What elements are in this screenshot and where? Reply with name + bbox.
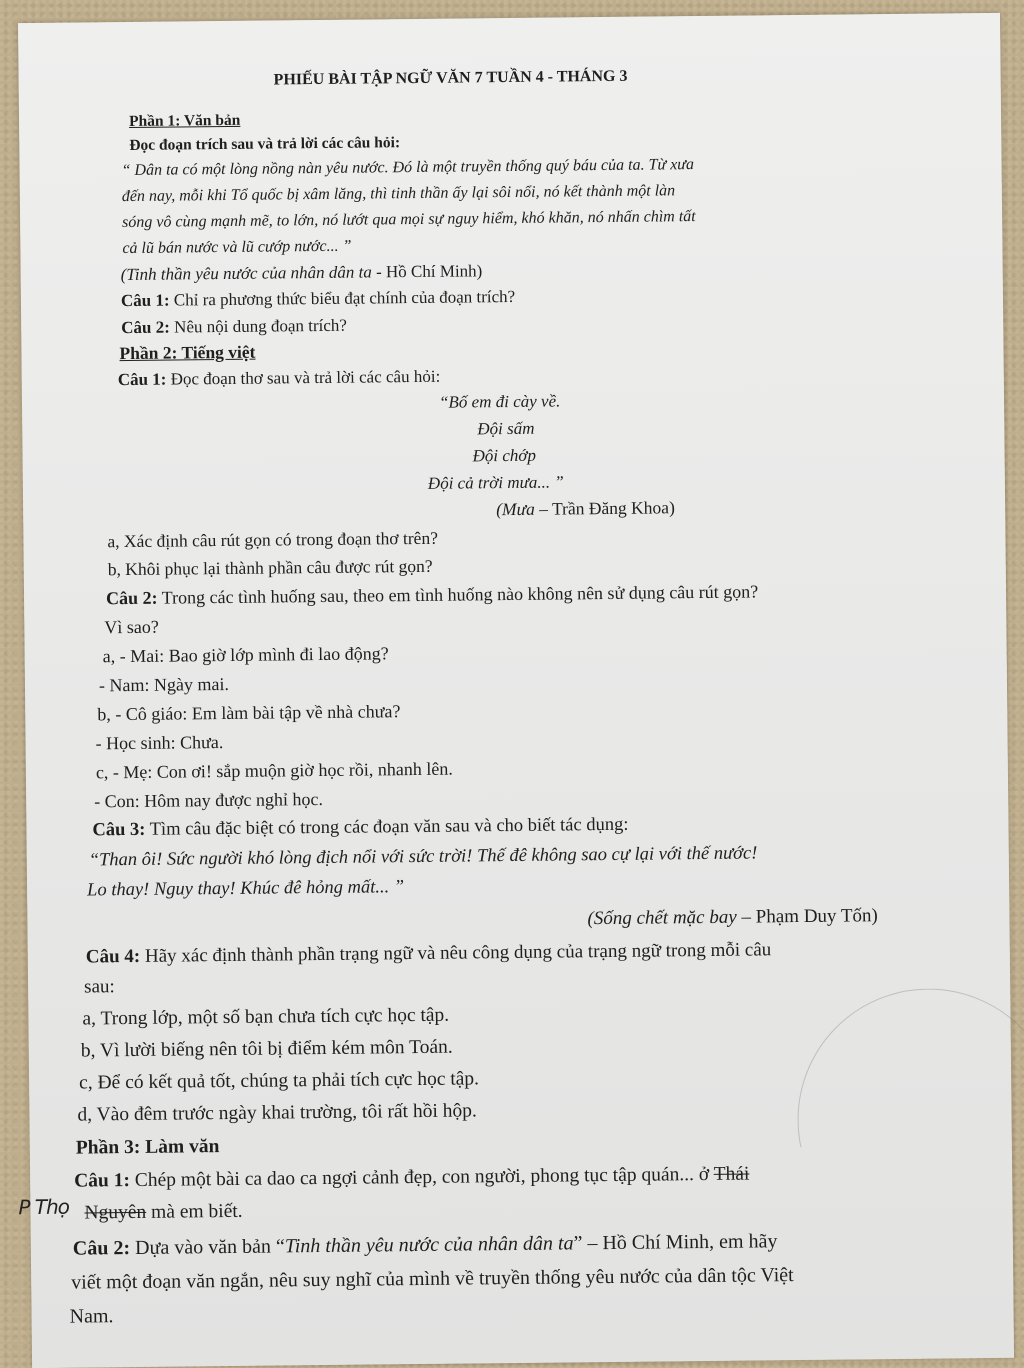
quote-source [587,906,878,928]
source-title: (Tinh thần yêu nước của nhân dân ta [120,262,372,285]
question-text: ” – Hồ Chí Minh, em hãy [573,1230,778,1255]
q4-item: b, Vì lười biếng nên tôi bị điểm kém môn Toán. [80,1036,453,1062]
source-author: - Hồ Chí Minh) [371,261,483,282]
question-text: Đọc đoạn thơ sau và trả lời các câu hỏi: [166,366,441,389]
part1-question-2 [121,317,347,336]
question-title: Tinh thần yêu nước của nhân dân ta [284,1232,574,1258]
question-text: mà em biết. [146,1200,243,1223]
question-text: Chỉ ra phương thức biểu đạt chính của đoạn trích? [169,286,516,310]
part1-question-1 [121,288,515,309]
question-label: Câu 4: [85,945,141,968]
poem-source [496,499,675,518]
poem-line: Đội chớp [472,445,537,466]
question-text: Chép một bài ca dao ca ngợi cảnh đẹp, con người, phong tục tập quán... ở [129,1163,714,1192]
dialogue-line: - Học sinh: Chưa. [95,732,224,754]
question-label: Câu 1: [74,1170,131,1192]
poem-line: Đội cả trời mưa... ” [427,472,564,493]
quote-source-title: (Sống chết mặc bay [587,906,737,930]
part3-heading: Phần 3: Làm văn [75,1136,220,1159]
q4-item: a, Trong lớp, một số bạn chưa tích cực học tập. [82,1004,450,1030]
part3-question-2 [73,1231,778,1258]
struck-word: Thái [713,1163,750,1185]
quote-source-author: – Phạm Duy Tốn) [736,905,878,928]
part3-question-1-cont [84,1202,242,1223]
worksheet-content [18,13,1000,1328]
passage-line: đến nay, mỗi khi Tổ quốc bị xâm lăng, thì tinh thần ấy lại sôi nổi, nó kết thành một làn [121,182,676,206]
poem-line: “Bố em đi cày về. [438,391,561,412]
quote-line: “Than ôi! Sức người khó lòng địch nổi với sức trời! Thế đê không sao cự lại với thế nước! [88,843,758,871]
part3-question-2-end: Nam. [69,1305,114,1328]
part2-q1-b: b, Khôi phục lại thành phần câu được rút gọn? [107,555,433,580]
question-label: Câu 2: [72,1237,131,1260]
part2-question-2 [106,582,758,607]
question-label: Câu 1: [117,369,167,390]
part1-heading: Phần 1: Văn bản [128,111,241,130]
worksheet-paper [18,13,1014,1368]
dialogue-line: - Nam: Ngày mai. [98,673,230,696]
poem-source-title: (Mưa [496,498,535,520]
struck-word: Nguyên [84,1201,147,1224]
passage-source [121,262,483,283]
poem-source-author: – Trần Đăng Khoa) [534,497,675,519]
dialogue-line: - Con: Hôm nay được nghỉ học. [94,788,324,812]
q4-item: d, Vào đêm trước ngày khai trường, tôi rất hồi hộp. [77,1100,477,1126]
question-text: Hãy xác định thành phần trạng ngữ và nêu công dụng của trạng ngữ trong mỗi câu [140,939,772,967]
dialogue-line: b, - Cô giáo: Em làm bài tập về nhà chưa? [97,701,401,725]
part3-question-1 [74,1165,749,1192]
question-text: Dựa vào văn bản “ [129,1235,285,1260]
dialogue-line: a, - Mai: Bao giờ lớp mình đi lao động? [102,643,389,667]
part2-heading: Phần 2: Tiếng việt [119,341,256,364]
pencil-mark [796,987,1024,1252]
question-text: Tìm câu đặc biệt có trong các đoạn văn sau và cho biết tác dụng: [145,814,629,840]
poem-line: Đội sấm [477,418,535,439]
question-text: Trong các tình huống sau, theo em tình huống nào không nên sử dụng câu rút gọn? [157,581,759,608]
part2-question-3 [92,816,628,840]
part2-q1-a: a, Xác định câu rút gọn có trong đoạn thơ trên? [107,527,439,552]
part1-instruction: Đọc đoạn trích sau và trả lời các câu hỏi: [129,134,401,154]
question-label: Câu 3: [92,819,146,841]
question-label: Câu 1: [120,290,170,311]
quote-line: Lo thay! Nguy thay! Khúc đê hỏng mất... ” [87,877,405,901]
passage-line: “ Dân ta có một lòng nồng nàn yêu nước. Đó là một truyền thống quý báu của ta. Từ xưa [121,156,695,180]
part3-question-2-cont: viết một đoạn văn ngắn, nêu suy nghĩ của mình về truyền thống yêu nước của dân tộc Việt [71,1264,794,1294]
passage-line: sóng vô cùng mạnh mẽ, to lớn, nó lướt qua mọi sự nguy hiểm, khó khăn, nó nhấn chìm tất [122,208,696,232]
part2-question-2-cont: Vì sao? [104,616,159,638]
handwritten-note: P Thọ [18,1194,70,1220]
question-label: Câu 2: [105,587,158,609]
question-label: Câu 2: [121,317,170,338]
part2-question-4 [86,940,772,966]
worksheet-title: PHIẾU BÀI TẬP NGỮ VĂN 7 TUẦN 4 - THÁNG 3 [273,67,628,89]
part2-question-4-cont: sau: [84,976,115,998]
dialogue-line: c, - Mẹ: Con ơi! sắp muộn giờ học rồi, nhanh lên. [95,758,453,783]
part2-question-1 [118,368,441,388]
q4-item: c, Để có kết quả tốt, chúng ta phải tích cực học tập. [79,1068,480,1094]
question-text: Nêu nội dung đoạn trích? [169,315,348,337]
passage-line: cả lũ bán nước và lũ cướp nước... ” [122,237,352,258]
